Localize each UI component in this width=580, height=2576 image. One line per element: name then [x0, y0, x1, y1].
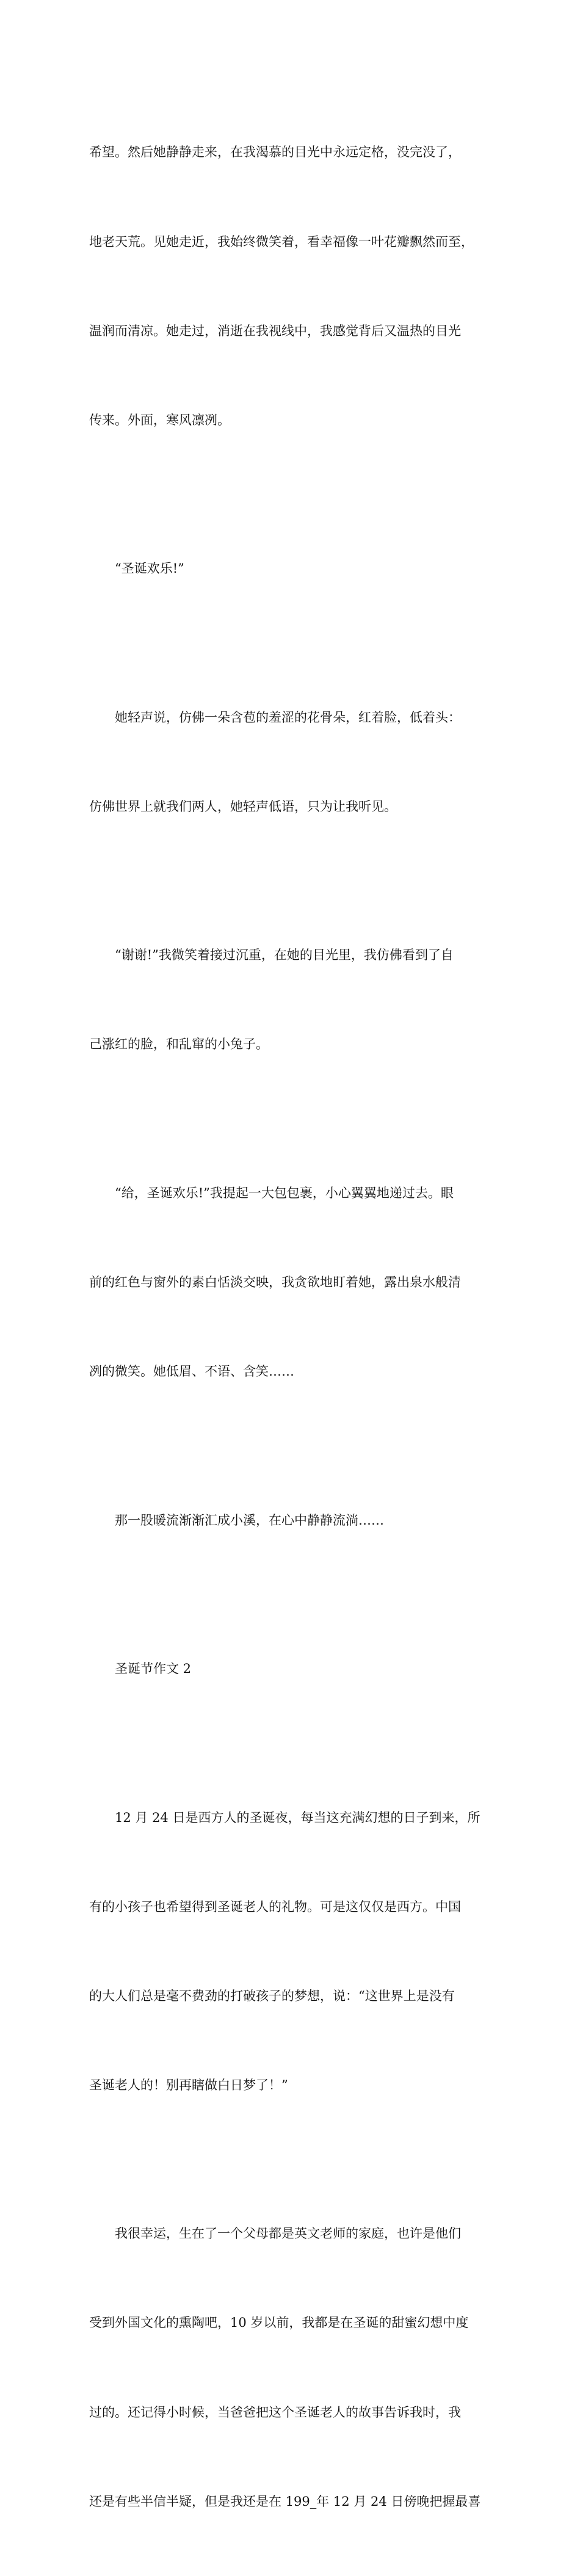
text-line: “给，圣诞欢乐!”我提起一大包包裹，小心翼翼地递过去。眼	[89, 1185, 454, 1200]
document-body	[89, 78, 504, 2576]
paragraph-2	[89, 495, 504, 644]
text-line: 圣诞老人的！别再瞎做白日梦了！”	[89, 2077, 288, 2092]
text-line: 冽的微笑。她低眉、不语、含笑……	[89, 1364, 294, 1379]
text-line: 我很幸运，生在了一个父母都是英文老师的家庭，也许是他们	[89, 2226, 461, 2241]
text-line: 温润而清凉。她走过，消逝在我视线中，我感觉背后又温热的目光	[89, 323, 461, 338]
text-line: 过的。还记得小时候，当爸爸把这个圣诞老人的故事告诉我时，我	[89, 2404, 461, 2420]
paragraph-7	[89, 1743, 504, 2160]
text-line: 圣诞节作文 2	[89, 1661, 192, 1677]
text-line: 仿佛世界上就我们两人，她轻声低语，只为让我听见。	[89, 799, 397, 814]
text-line: 希望。然后她静静走来，在我渴慕的目光中永远定格，没完没了，	[89, 145, 461, 160]
paragraph-8	[89, 2160, 504, 2576]
paragraph-1	[89, 78, 504, 495]
paragraph-3	[89, 643, 504, 881]
text-line: 的大人们总是毫不费劲的打破孩子的梦想，说：“这世界上是没有	[89, 1988, 455, 2003]
text-line: 那一股暖流渐渐汇成小溪，在心中静静流淌……	[89, 1512, 384, 1528]
text-line: 己涨红的脸，和乱窜的小兔子。	[89, 1037, 269, 1052]
paragraph-5	[89, 1119, 504, 1446]
paragraph-4	[89, 881, 504, 1119]
paragraph-6	[89, 1446, 504, 1595]
text-line: 有的小孩子也希望得到圣诞老人的礼物。可是这仅仅是西方。中国	[89, 1899, 461, 1914]
text-line: 受到外国文化的熏陶吧，10 岁以前，我都是在圣诞的甜蜜幻想中度	[89, 2315, 469, 2331]
text-line: “谢谢!”我微笑着接过沉重，在她的目光里，我仿佛看到了自	[89, 948, 454, 963]
text-line: 地老天荒。见她走近，我始终微笑着，看幸福像一叶花瓣飘然而至，	[89, 234, 474, 249]
text-line: 还是有些半信半疑，但是我还是在 199_年 12 月 24 日傍晚把握最喜	[89, 2494, 481, 2509]
text-line: 传来。外面，寒风凛冽。	[89, 412, 230, 427]
text-line: 她轻声说，仿佛一朵含苞的羞涩的花骨朵，红着脸，低着头：	[89, 709, 461, 725]
text-line: 12 月 24 日是西方人的圣诞夜，每当这充满幻想的日子到来，所	[89, 1810, 480, 1825]
text-line: “圣诞欢乐!”	[89, 561, 184, 576]
text-line: 前的红色与窗外的素白恬淡交映，我贪欲地盯着她，露出泉水般清	[89, 1274, 461, 1290]
section-heading	[89, 1595, 504, 1744]
